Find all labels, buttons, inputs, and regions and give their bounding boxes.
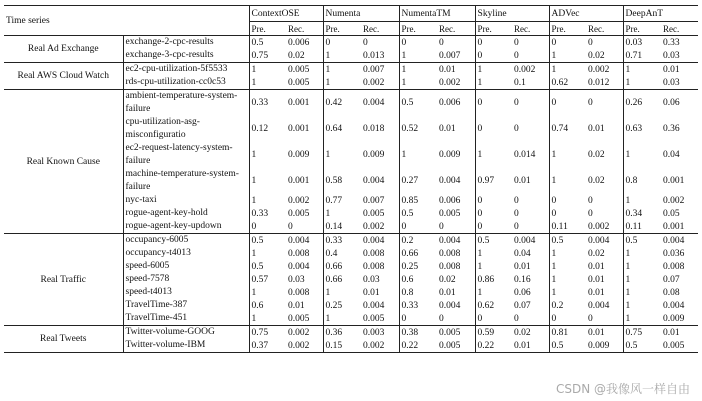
precision-value: 1 <box>399 49 437 63</box>
recall-value: 0 <box>363 37 368 48</box>
recall-value: 0.16 <box>514 274 531 285</box>
recall-value: 0.005 <box>288 64 310 75</box>
recall-value: 0.06 <box>663 98 680 108</box>
precision-value: 0.33 <box>323 234 361 248</box>
recall-value: 0.004 <box>439 300 461 311</box>
recall-value: 0.012 <box>586 76 623 90</box>
rec-header: Rec. <box>512 22 549 36</box>
recall-value: 0 <box>437 220 475 234</box>
precision-value: 0.25 <box>323 299 361 312</box>
recall-value: 0.01 <box>588 274 605 285</box>
results-table <box>4 5 698 353</box>
rec-header: Rec. <box>286 22 323 36</box>
recall-value: 0.005 <box>286 312 323 326</box>
precision-value: 0.75 <box>249 326 286 340</box>
precision-value: 1 <box>249 168 286 194</box>
precision-value: 0.03 <box>623 36 661 50</box>
recall-value: 0.036 <box>663 248 685 259</box>
recall-value: 0 <box>514 208 519 219</box>
precision-value: 1 <box>623 63 661 77</box>
recall-value: 0.018 <box>363 124 385 134</box>
recall-value: 0.01 <box>512 339 549 353</box>
precision-value: 1 <box>475 76 512 90</box>
recall-value: 0.03 <box>288 274 305 285</box>
precision-value: 0.42 <box>323 90 361 117</box>
precision-value: 0.85 <box>399 194 437 207</box>
recall-value: 0 <box>588 195 593 206</box>
recall-value: 0.002 <box>286 339 323 353</box>
recall-value: 0 <box>588 37 593 48</box>
precision-value: 0.86 <box>475 273 512 286</box>
recall-value: 0.005 <box>361 312 399 326</box>
recall-value: 0.02 <box>439 274 456 285</box>
precision-value: 0.11 <box>549 220 586 234</box>
group-label: Real AWS Cloud Watch <box>4 63 123 90</box>
recall-value: 0 <box>437 312 475 326</box>
precision-value: 1 <box>399 63 437 77</box>
recall-value: 0.004 <box>663 235 685 246</box>
precision-value: 1 <box>323 49 361 63</box>
recall-value: 0.008 <box>663 261 685 272</box>
pre-header: Pre. <box>323 22 361 36</box>
precision-value: 1 <box>623 247 661 260</box>
precision-value: 1 <box>623 299 661 312</box>
precision-value: 0 <box>475 220 512 234</box>
recall-value: 0.002 <box>663 195 685 206</box>
precision-value: 0.75 <box>623 326 661 340</box>
recall-value: 0.009 <box>288 150 310 160</box>
recall-value: 0.002 <box>437 76 475 90</box>
precision-value: 1 <box>549 168 586 194</box>
recall-value: 0.004 <box>363 300 385 311</box>
precision-value: 0.26 <box>623 90 661 117</box>
recall-value: 0.01 <box>588 124 605 134</box>
precision-value: 0.5 <box>549 339 586 353</box>
rec-header: Rec. <box>437 22 475 36</box>
precision-value: 0.5 <box>475 234 512 248</box>
precision-value: 1 <box>549 260 586 273</box>
table-row <box>4 36 698 50</box>
precision-value: 0 <box>475 36 512 50</box>
rec-header: Rec. <box>586 22 623 36</box>
recall-value: 0.004 <box>363 98 385 108</box>
recall-value: 0 <box>588 208 593 219</box>
precision-value: 0.36 <box>323 326 361 340</box>
rec-header: Rec. <box>361 22 399 36</box>
recall-value: 0.02 <box>586 49 623 63</box>
recall-value: 0 <box>586 312 623 326</box>
recall-value: 0.03 <box>661 49 698 63</box>
recall-value: 0.004 <box>439 176 461 186</box>
recall-value: 0.009 <box>586 339 623 353</box>
recall-value: 0.004 <box>439 235 461 246</box>
precision-value: 0.5 <box>249 234 286 248</box>
time-series-header: Time series <box>4 6 249 36</box>
recall-value: 0.002 <box>288 327 310 338</box>
precision-value: 0.22 <box>399 339 437 353</box>
precision-value: 0.5 <box>249 36 286 50</box>
precision-value: 1 <box>399 142 437 168</box>
precision-value: 1 <box>475 260 512 273</box>
series-name: Twitter-volume-IBM <box>123 339 249 353</box>
series-name: Twitter-volume-GOOG <box>125 327 215 337</box>
recall-value: 0 <box>588 98 593 108</box>
precision-value: 0.8 <box>399 286 437 299</box>
table-row <box>4 234 698 248</box>
series-name: rds-cpu-utilization-cc0c53 <box>123 76 249 90</box>
recall-value: 0.007 <box>363 64 385 75</box>
precision-value: 1 <box>249 142 286 168</box>
precision-value: 0.59 <box>475 326 512 340</box>
precision-value: 0 <box>475 194 512 207</box>
precision-value: 1 <box>399 76 437 90</box>
series-name: speed-6005 <box>125 261 170 271</box>
recall-value: 0.002 <box>586 220 623 234</box>
series-name: ec2-request-latency-system-failure <box>125 143 233 166</box>
precision-value: 0.5 <box>399 90 437 117</box>
precision-value: 1 <box>623 76 661 90</box>
pre-header: Pre. <box>623 22 661 36</box>
precision-value: 1 <box>323 312 361 326</box>
recall-value: 0 <box>514 37 519 48</box>
recall-value: 0.33 <box>663 37 680 48</box>
precision-value: 1 <box>475 247 512 260</box>
series-name: rogue-agent-key-updown <box>123 220 249 234</box>
series-name: speed-t4013 <box>125 287 172 297</box>
recall-value: 0 <box>512 312 549 326</box>
recall-value: 0.01 <box>663 64 680 75</box>
recall-value: 0 <box>514 195 519 206</box>
recall-value: 0.004 <box>288 235 310 246</box>
recall-value: 0.002 <box>588 64 610 75</box>
method-header: ADVec <box>549 6 623 22</box>
rec-header: Rec. <box>661 22 698 36</box>
recall-value: 0.01 <box>363 287 380 298</box>
precision-value: 0.38 <box>399 326 437 340</box>
pre-header: Pre. <box>249 22 286 36</box>
recall-value: 0.002 <box>361 76 399 90</box>
precision-value: 1 <box>549 273 586 286</box>
series-name: occupancy-6005 <box>125 235 189 245</box>
precision-value: 0.5 <box>249 260 286 273</box>
precision-value: 0.6 <box>249 299 286 312</box>
recall-value: 0.001 <box>661 220 698 234</box>
table-row <box>4 90 698 117</box>
precision-value: 1 <box>623 286 661 299</box>
series-name: speed-7578 <box>125 274 170 284</box>
recall-value: 0.01 <box>439 64 456 75</box>
precision-value: 0.57 <box>249 273 286 286</box>
recall-value: 0.001 <box>288 98 310 108</box>
recall-value: 0.01 <box>514 261 531 272</box>
pre-header: Pre. <box>475 22 512 36</box>
series-name: TravelTime-451 <box>123 312 249 326</box>
recall-value: 0.005 <box>437 339 475 353</box>
watermark: CSDN @我像风一样自由 <box>555 382 690 396</box>
recall-value: 0.004 <box>663 300 685 311</box>
series-name: ambient-temperature-system-failure <box>125 91 238 114</box>
recall-value: 0.004 <box>588 235 610 246</box>
recall-value: 0.005 <box>439 327 461 338</box>
precision-value: 1 <box>323 142 361 168</box>
recall-value: 0.1 <box>512 76 549 90</box>
precision-value: 0.33 <box>249 207 286 220</box>
precision-value: 0 <box>549 312 586 326</box>
precision-value: 1 <box>249 312 286 326</box>
precision-value: 1 <box>549 247 586 260</box>
precision-value: 0.52 <box>399 116 437 142</box>
recall-value: 0.04 <box>663 150 680 160</box>
precision-value: 0 <box>475 49 512 63</box>
precision-value: 1 <box>549 49 586 63</box>
recall-value: 0.001 <box>288 176 310 186</box>
precision-value: 1 <box>549 142 586 168</box>
series-name: rogue-agent-key-hold <box>125 208 208 218</box>
recall-value: 0.02 <box>514 327 531 338</box>
precision-value: 0.33 <box>249 90 286 117</box>
recall-value: 0.01 <box>663 327 680 338</box>
precision-value: 0.75 <box>249 49 286 63</box>
precision-value: 0 <box>549 194 586 207</box>
recall-value: 0.014 <box>514 150 536 160</box>
recall-value: 0.03 <box>363 274 380 285</box>
recall-value: 0.01 <box>439 287 456 298</box>
recall-value: 0.009 <box>363 150 385 160</box>
recall-value: 0.002 <box>361 220 399 234</box>
recall-value: 0.05 <box>663 208 680 219</box>
recall-value: 0.005 <box>286 76 323 90</box>
recall-value: 0.006 <box>288 37 310 48</box>
recall-value: 0.008 <box>439 261 461 272</box>
recall-value: 0.003 <box>363 327 385 338</box>
method-header: ContextOSE <box>249 6 323 22</box>
recall-value: 0.004 <box>363 176 385 186</box>
precision-value: 0.62 <box>549 76 586 90</box>
recall-value: 0.004 <box>288 261 310 272</box>
recall-value: 0.005 <box>363 208 385 219</box>
precision-value: 1 <box>475 142 512 168</box>
series-name: occupancy-t4013 <box>125 248 191 258</box>
recall-value: 0.008 <box>363 248 385 259</box>
precision-value: 0 <box>399 312 437 326</box>
recall-value: 0.01 <box>514 176 531 186</box>
recall-value: 0.009 <box>439 150 461 160</box>
header-row-methods <box>4 6 698 22</box>
recall-value: 0 <box>512 49 549 63</box>
precision-value: 0.11 <box>623 220 661 234</box>
precision-value: 0.66 <box>399 247 437 260</box>
precision-value: 0.25 <box>399 260 437 273</box>
precision-value: 0.22 <box>475 339 512 353</box>
precision-value: 0.81 <box>549 326 586 340</box>
recall-value: 0.08 <box>663 287 680 298</box>
group-label: Real Traffic <box>4 234 123 326</box>
series-name: ec2-cpu-utilization-5f5533 <box>125 64 228 74</box>
precision-value: 1 <box>475 63 512 77</box>
precision-value: 0.33 <box>399 299 437 312</box>
recall-value: 0.01 <box>588 261 605 272</box>
precision-value: 1 <box>623 194 661 207</box>
precision-value: 1 <box>323 76 361 90</box>
precision-value: 0.27 <box>399 168 437 194</box>
recall-value: 0.013 <box>361 49 399 63</box>
precision-value: 1 <box>323 207 361 220</box>
precision-value: 0.64 <box>323 116 361 142</box>
precision-value: 0 <box>399 220 437 234</box>
group-label: Real Tweets <box>4 326 123 353</box>
precision-value: 0.5 <box>549 234 586 248</box>
recall-value: 0.006 <box>439 195 461 206</box>
series-name: cpu-utilization-asg-misconfiguratio <box>125 117 200 140</box>
recall-value: 0.04 <box>514 248 531 259</box>
precision-value: 0.66 <box>323 260 361 273</box>
precision-value: 0.12 <box>249 116 286 142</box>
precision-value: 1 <box>549 286 586 299</box>
method-header: Skyline <box>475 6 549 22</box>
recall-value: 0.01 <box>588 327 605 338</box>
precision-value: 0 <box>549 36 586 50</box>
recall-value: 0.008 <box>288 287 310 298</box>
recall-value: 0.006 <box>439 98 461 108</box>
recall-value: 0.002 <box>361 339 399 353</box>
precision-value: 1 <box>623 142 661 168</box>
recall-value: 0.07 <box>663 274 680 285</box>
recall-value: 0.002 <box>288 195 310 206</box>
recall-value: 0.005 <box>288 208 310 219</box>
precision-value: 0 <box>475 90 512 117</box>
precision-value: 0 <box>475 207 512 220</box>
pre-header: Pre. <box>399 22 437 36</box>
precision-value: 0.5 <box>623 339 661 353</box>
precision-value: 0 <box>399 36 437 50</box>
precision-value: 0.2 <box>549 299 586 312</box>
series-name: nyc-taxi <box>125 195 157 205</box>
recall-value: 0.008 <box>439 248 461 259</box>
precision-value: 0.63 <box>623 116 661 142</box>
recall-value: 0.008 <box>288 248 310 259</box>
recall-value: 0.002 <box>514 64 536 75</box>
precision-value: 1 <box>323 286 361 299</box>
precision-value: 0.77 <box>323 194 361 207</box>
precision-value: 0.66 <box>323 273 361 286</box>
precision-value: 1 <box>623 312 661 326</box>
precision-value: 0 <box>323 36 361 50</box>
recall-value: 0 <box>512 220 549 234</box>
recall-value: 0.001 <box>288 124 310 134</box>
table-row <box>4 63 698 77</box>
recall-value: 0.02 <box>588 150 605 160</box>
series-name: machine-temperature-system-failure <box>125 169 239 192</box>
precision-value: 0 <box>549 207 586 220</box>
series-name: exchange-2-cpc-results <box>125 37 214 47</box>
recall-value: 0.005 <box>661 339 698 353</box>
recall-value: 0.02 <box>588 248 605 259</box>
recall-value: 0.36 <box>663 124 680 134</box>
precision-value: 1 <box>549 63 586 77</box>
precision-value: 1 <box>249 286 286 299</box>
precision-value: 0.5 <box>399 207 437 220</box>
precision-value: 0.34 <box>623 207 661 220</box>
precision-value: 0.62 <box>475 299 512 312</box>
precision-value: 1 <box>623 260 661 273</box>
recall-value: 0.01 <box>288 300 305 311</box>
precision-value: 0.14 <box>323 220 361 234</box>
recall-value: 0 <box>439 37 444 48</box>
precision-value: 0.8 <box>623 168 661 194</box>
precision-value: 1 <box>249 247 286 260</box>
precision-value: 0.15 <box>323 339 361 353</box>
precision-value: 0 <box>549 90 586 117</box>
precision-value: 0.5 <box>623 234 661 248</box>
precision-value: 0 <box>475 312 512 326</box>
precision-value: 1 <box>249 76 286 90</box>
recall-value: 0.005 <box>439 208 461 219</box>
recall-value: 0.02 <box>588 176 605 186</box>
method-header: NumentaTM <box>399 6 475 22</box>
precision-value: 0 <box>475 116 512 142</box>
recall-value: 0.004 <box>514 235 536 246</box>
table-body <box>4 36 698 353</box>
group-label: Real Ad Exchange <box>4 36 123 63</box>
precision-value: 0 <box>249 220 286 234</box>
recall-value: 0.03 <box>661 76 698 90</box>
recall-value: 0 <box>514 98 519 108</box>
precision-value: 1 <box>323 63 361 77</box>
precision-value: 1 <box>475 286 512 299</box>
precision-value: 0.71 <box>623 49 661 63</box>
recall-value: 0.007 <box>363 195 385 206</box>
precision-value: 1 <box>249 63 286 77</box>
precision-value: 0.97 <box>475 168 512 194</box>
precision-value: 0.6 <box>399 273 437 286</box>
recall-value: 0.004 <box>363 235 385 246</box>
method-header: Numenta <box>323 6 399 22</box>
recall-value: 0.009 <box>661 312 698 326</box>
precision-value: 0.74 <box>549 116 586 142</box>
precision-value: 1 <box>249 194 286 207</box>
recall-value: 0.004 <box>588 300 610 311</box>
precision-value: 0.37 <box>249 339 286 353</box>
recall-value: 0.02 <box>286 49 323 63</box>
pre-header: Pre. <box>549 22 586 36</box>
recall-value: 0 <box>514 124 519 134</box>
recall-value: 0 <box>286 220 323 234</box>
series-name: TravelTime-387 <box>125 300 188 310</box>
table-row <box>4 326 698 340</box>
series-name: exchange-3-cpc-results <box>123 49 249 63</box>
precision-value: 0.4 <box>323 247 361 260</box>
recall-value: 0.01 <box>439 124 456 134</box>
method-header: DeepAnT <box>623 6 698 22</box>
recall-value: 0.007 <box>437 49 475 63</box>
recall-value: 0.008 <box>363 261 385 272</box>
precision-value: 0.58 <box>323 168 361 194</box>
recall-value: 0.07 <box>514 300 531 311</box>
recall-value: 0.001 <box>663 176 685 186</box>
precision-value: 1 <box>623 273 661 286</box>
recall-value: 0.06 <box>514 287 531 298</box>
recall-value: 0.01 <box>588 287 605 298</box>
group-label: Real Known Cause <box>4 90 123 234</box>
precision-value: 0.2 <box>399 234 437 248</box>
